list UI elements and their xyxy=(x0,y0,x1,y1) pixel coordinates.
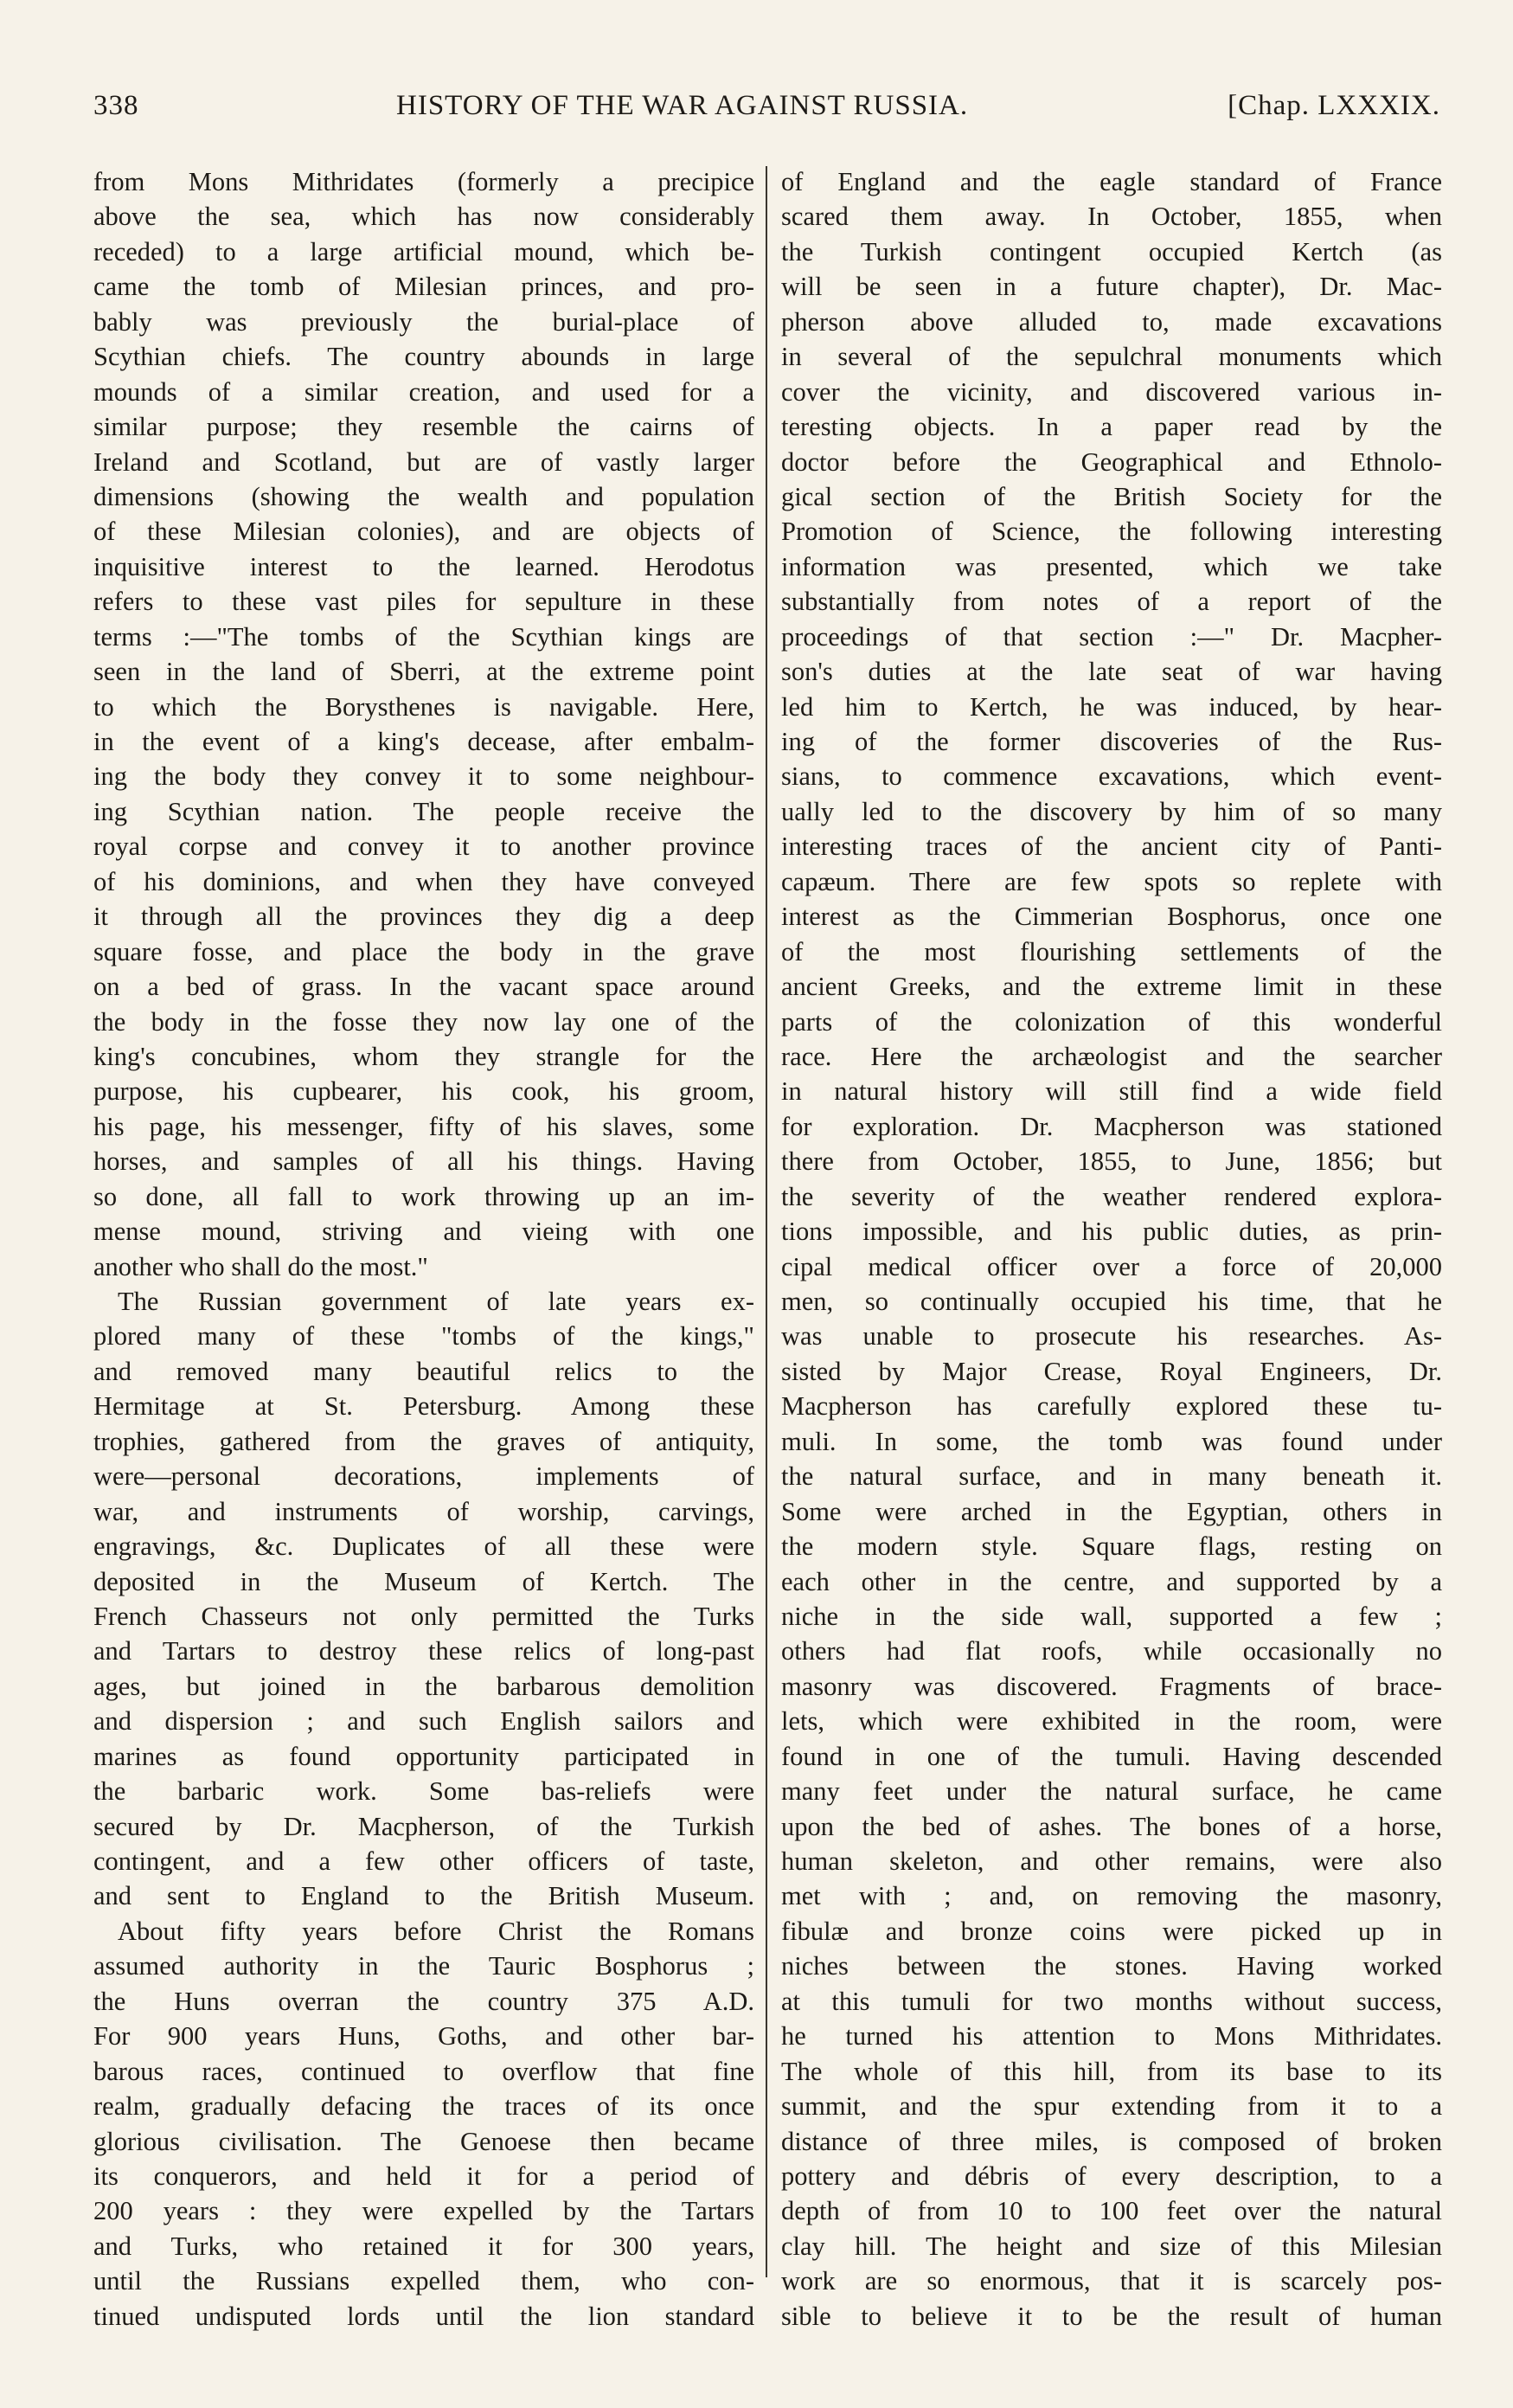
column-divider xyxy=(766,166,767,2277)
text-line: to which the Borysthenes is navigable. Here, xyxy=(93,691,754,722)
text-line: there from October, 1855, to June, 1856; but xyxy=(781,1146,1442,1177)
text-line: at this tumuli for two months without success, xyxy=(781,1986,1442,2016)
text-line: The Russian government of late years ex- xyxy=(118,1287,754,1316)
text-line: pherson above alluded to, made excavations xyxy=(781,306,1442,337)
text-line: Hermitage at St. Petersburg. Among these xyxy=(93,1391,754,1422)
text-line: the severity of the weather rendered explora- xyxy=(781,1181,1442,1211)
text-line: of England and the eagle standard of France xyxy=(781,167,1442,196)
text-line: barous races, continued to overflow that fine xyxy=(93,2056,754,2086)
text-line: depth of from 10 to 100 feet over the natural xyxy=(781,2196,1442,2226)
text-line: information was presented, which we take xyxy=(781,551,1442,581)
text-line: niches between the stones. Having worked xyxy=(781,1951,1442,1981)
text-line: race. Here the archæologist and the searcher xyxy=(781,1041,1442,1071)
text-line: clay hill. The height and size of this Milesian xyxy=(781,2231,1442,2261)
text-line: horses, and samples of all his things. Having xyxy=(93,1146,754,1177)
text-line: mounds of a similar creation, and used for a xyxy=(93,376,754,407)
text-line: fibulæ and bronze coins were picked up in xyxy=(781,1916,1442,1946)
text-line: interesting traces of the ancient city of Panti- xyxy=(781,832,1442,862)
text-line: purpose, his cupbearer, his cook, his groom, xyxy=(93,1076,754,1107)
text-line: parts of the colonization of this wonderful xyxy=(781,1006,1442,1037)
text-line: upon the bed of ashes. The bones of a horse, xyxy=(781,1811,1442,1841)
text-line: lets, which were exhibited in the room, were xyxy=(781,1706,1442,1737)
text-line: and Tartars to destroy these relics of long-past xyxy=(93,1636,754,1666)
text-line: led him to Kertch, he was induced, by hear- xyxy=(781,691,1442,722)
text-line: met with ; and, on removing the masonry, xyxy=(781,1881,1442,1911)
right-text-column xyxy=(781,164,1442,2334)
text-line: ing of the former discoveries of the Rus- xyxy=(781,727,1442,756)
text-line: will be seen in a future chapter), Dr. Mac- xyxy=(781,272,1442,302)
text-line: seen in the land of Sberri, at the extreme point xyxy=(93,657,754,687)
text-line: in natural history will still find a wide field xyxy=(781,1076,1442,1107)
text-line: cover the vicinity, and discovered various in- xyxy=(781,376,1442,407)
text-line: and removed many beautiful relics to the xyxy=(93,1356,754,1386)
text-line: proceedings of that section :—" Dr. Macpher- xyxy=(781,621,1442,652)
text-line: French Chasseurs not only permitted the Turks xyxy=(93,1601,754,1631)
text-line: capæum. There are few spots so replete with xyxy=(781,866,1442,896)
text-line: plored many of these "tombs of the kings," xyxy=(93,1321,754,1352)
text-line: glorious civilisation. The Genoese then became xyxy=(93,2126,754,2156)
text-line: teresting objects. In a paper read by the xyxy=(781,412,1442,442)
page-number: 338 xyxy=(93,90,139,121)
text-line: cipal medical officer over a force of 20,000 xyxy=(781,1251,1442,1281)
text-line: came the tomb of Milesian princes, and pro- xyxy=(93,272,754,302)
text-line: contingent, and a few other officers of taste, xyxy=(93,1846,754,1876)
text-line: Scythian chiefs. The country abounds in large xyxy=(93,342,754,372)
text-line: his page, his messenger, fifty of his slaves, some xyxy=(93,1111,754,1141)
text-line: he turned his attention to Mons Mithridates. xyxy=(781,2021,1442,2052)
text-line: dimensions (showing the wealth and population xyxy=(93,481,754,511)
text-line: sisted by Major Crease, Royal Engineers, Dr. xyxy=(781,1356,1442,1386)
text-line: were—personal decorations, implements of xyxy=(93,1461,754,1492)
text-line: deposited in the Museum of Kertch. The xyxy=(93,1566,754,1596)
text-line: its conquerors, and held it for a period of xyxy=(93,2161,754,2191)
text-line: scared them away. In October, 1855, when xyxy=(781,202,1442,232)
text-line: assumed authority in the Tauric Bosphorus ; xyxy=(93,1951,754,1981)
text-line: sians, to commence excavations, which event- xyxy=(781,761,1442,792)
text-line: gical section of the British Society for the xyxy=(781,481,1442,511)
text-line: son's duties at the late seat of war having xyxy=(781,657,1442,687)
text-line: the modern style. Square flags, resting on xyxy=(781,1531,1442,1562)
text-line: of the most flourishing settlements of the xyxy=(781,936,1442,966)
text-line: About fifty years before Christ the Romans xyxy=(118,1916,754,1946)
text-line: summit, and the spur extending from it to a xyxy=(781,2091,1442,2122)
text-line: and Turks, who retained it for 300 years, xyxy=(93,2231,754,2261)
text-line: and sent to England to the British Museum. xyxy=(93,1881,754,1911)
left-text-column xyxy=(93,164,754,2334)
text-line: bably was previously the burial-place of xyxy=(93,306,754,337)
text-line: sible to believe it to be the result of human xyxy=(781,2301,1442,2331)
text-line: of his dominions, and when they have conveyed xyxy=(93,866,754,896)
text-line: mense mound, striving and vieing with one xyxy=(93,1217,754,1247)
text-line: ing the body they convey it to some neighbour- xyxy=(93,761,754,792)
text-line: men, so continually occupied his time, that he xyxy=(781,1287,1442,1316)
text-line: inquisitive interest to the learned. Herodotus xyxy=(93,551,754,581)
text-line: distance of three miles, is composed of broken xyxy=(781,2126,1442,2156)
text-line: refers to these vast piles for sepulture in these xyxy=(93,587,754,617)
text-line: it through all the provinces they dig a deep xyxy=(93,902,754,932)
text-line: many feet under the natural surface, he came xyxy=(781,1776,1442,1807)
text-line: masonry was discovered. Fragments of brace- xyxy=(781,1671,1442,1701)
text-line: trophies, gathered from the graves of antiquity, xyxy=(93,1426,754,1456)
text-line: on a bed of grass. In the vacant space around xyxy=(93,972,754,1002)
text-line: doctor before the Geographical and Ethnolo- xyxy=(781,446,1442,477)
text-line: in the event of a king's decease, after embalm- xyxy=(93,727,754,756)
text-line: similar purpose; they resemble the cairns of xyxy=(93,412,754,442)
text-line: Macpherson has carefully explored these tu- xyxy=(781,1391,1442,1422)
text-line: each other in the centre, and supported by a xyxy=(781,1566,1442,1596)
text-line: Some were arched in the Egyptian, others in xyxy=(781,1496,1442,1526)
text-line: 200 years : they were expelled by the Tartars xyxy=(93,2196,754,2226)
text-line: others had flat roofs, while occasionally no xyxy=(781,1636,1442,1666)
text-line: war, and instruments of worship, carvings, xyxy=(93,1496,754,1526)
text-line: ually led to the discovery by him of so many xyxy=(781,796,1442,826)
text-line: tions impossible, and his public duties, as prin- xyxy=(781,1217,1442,1247)
text-line: the body in the fosse they now lay one of the xyxy=(93,1006,754,1037)
text-line: terms :—"The tombs of the Scythian kings are xyxy=(93,621,754,652)
text-line: and dispersion ; and such English sailors and xyxy=(93,1706,754,1737)
text-line: substantially from notes of a report of the xyxy=(781,587,1442,617)
text-line: muli. In some, the tomb was found under xyxy=(781,1426,1442,1456)
text-line: square fosse, and place the body in the grave xyxy=(93,936,754,966)
text-line: so done, all fall to work throwing up an im- xyxy=(93,1181,754,1211)
page-title: HISTORY OF THE WAR AGAINST RUSSIA. xyxy=(396,90,969,121)
text-line: ancient Greeks, and the extreme limit in these xyxy=(781,972,1442,1002)
text-line: pottery and débris of every description, to a xyxy=(781,2161,1442,2191)
text-line: the Turkish contingent occupied Kertch (as xyxy=(781,236,1442,266)
text-line: above the sea, which has now considerably xyxy=(93,202,754,232)
text-line: human skeleton, and other remains, were also xyxy=(781,1846,1442,1876)
text-line: The whole of this hill, from its base to its xyxy=(781,2056,1442,2086)
text-line: niche in the side wall, supported a few ; xyxy=(781,1601,1442,1631)
text-line: king's concubines, whom they strangle for the xyxy=(93,1041,754,1071)
text-line: secured by Dr. Macpherson, of the Turkish xyxy=(93,1811,754,1841)
text-line: ages, but joined in the barbarous demolition xyxy=(93,1671,754,1701)
text-line: in several of the sepulchral monuments which xyxy=(781,342,1442,372)
text-line: from Mons Mithridates (formerly a precipice xyxy=(93,167,754,196)
text-line: until the Russians expelled them, who con- xyxy=(93,2266,754,2296)
text-line: found in one of the tumuli. Having descended xyxy=(781,1741,1442,1771)
text-line: was unable to prosecute his researches. As- xyxy=(781,1321,1442,1352)
text-line: work are so enormous, that it is scarcely pos- xyxy=(781,2266,1442,2296)
text-line: the natural surface, and in many beneath it. xyxy=(781,1461,1442,1492)
text-line: ing Scythian nation. The people receive the xyxy=(93,796,754,826)
text-line: interest as the Cimmerian Bosphorus, once one xyxy=(781,902,1442,932)
text-line: royal corpse and convey it to another province xyxy=(93,832,754,862)
text-line: Promotion of Science, the following interesting xyxy=(781,517,1442,547)
text-line: realm, gradually defacing the traces of its once xyxy=(93,2091,754,2122)
text-line: For 900 years Huns, Goths, and other bar- xyxy=(93,2021,754,2052)
text-line: the barbaric work. Some bas-reliefs were xyxy=(93,1776,754,1807)
text-line: for exploration. Dr. Macpherson was stationed xyxy=(781,1111,1442,1141)
text-line: another who shall do the most." xyxy=(93,1251,428,1281)
chapter-label: [Chap. LXXXIX. xyxy=(1228,90,1440,121)
text-line: of these Milesian colonies), and are objects of xyxy=(93,517,754,547)
text-line: marines as found opportunity participated in xyxy=(93,1741,754,1771)
text-line: Ireland and Scotland, but are of vastly larger xyxy=(93,446,754,477)
text-line: tinued undisputed lords until the lion standard xyxy=(93,2301,754,2331)
text-line: the Huns overran the country 375 A.D. xyxy=(93,1986,754,2016)
text-line: receded) to a large artificial mound, which be- xyxy=(93,236,754,266)
text-line: engravings, &c. Duplicates of all these were xyxy=(93,1531,754,1562)
running-head xyxy=(93,90,1440,133)
